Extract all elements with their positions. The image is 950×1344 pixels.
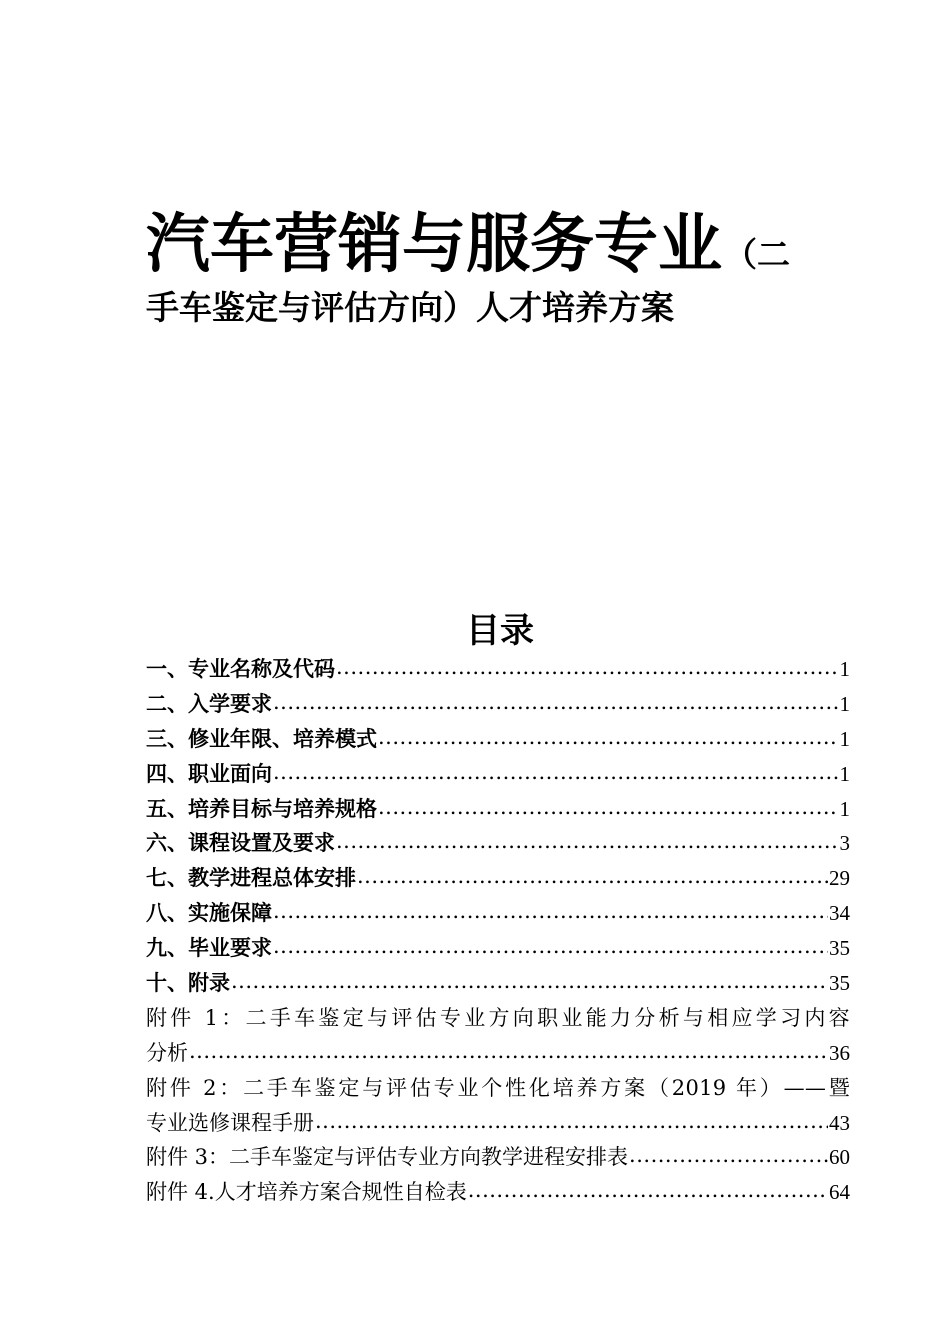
toc-entry[interactable] [146,757,850,792]
toc-leader-dots [273,685,839,720]
toc-entry-page: 35 [829,936,850,961]
toc-entry-label: 专业选修课程手册 [146,1110,314,1135]
toc-entry-label: 三、修业年限、培养模式 [146,726,377,751]
toc-entry[interactable] [146,687,850,722]
toc-entry-page: 1 [839,657,850,681]
title-line-1 [146,205,858,285]
toc-entry-label: 附件 3：二手车鉴定与评估专业方向教学进程安排表 [146,1145,629,1170]
toc-entry[interactable] [146,652,850,687]
table-of-contents [146,652,850,1210]
toc-entry-label: 六、课程设置及要求 [146,831,335,856]
toc-appendix-line-2 [146,1036,850,1071]
toc-leader-dots [629,1138,828,1173]
toc-heading: 目录 [466,611,534,651]
toc-leader-dots [336,824,839,859]
toc-leader-dots [273,929,828,964]
toc-entry-label: 九、毕业要求 [146,936,272,961]
toc-entry-page: 29 [829,866,850,891]
toc-entry-label: 二、入学要求 [146,691,272,716]
toc-entry[interactable] [146,792,850,827]
toc-appendix-entry[interactable] [146,1175,850,1210]
toc-entry-page: 35 [829,971,850,996]
title-line-2: 手车鉴定与评估方向）人才培养方案 [146,288,674,327]
toc-entry-label: 十、附录 [146,971,230,996]
toc-entry-label: 七、教学进程总体安排 [146,866,356,891]
toc-entry[interactable] [146,826,850,861]
title-main: 汽车营销与服务专业 [146,208,722,282]
toc-leader-dots [231,964,828,999]
toc-leader-dots [357,859,828,894]
toc-entry-page: 34 [829,901,850,926]
toc-entry-page: 36 [829,1040,850,1065]
toc-entry-page: 64 [829,1180,850,1205]
toc-entry-page: 1 [839,796,850,821]
toc-appendix-entry[interactable] [146,1001,850,1071]
toc-leader-dots [336,650,839,685]
toc-entry[interactable] [146,861,850,896]
toc-leader-dots [273,894,828,929]
toc-entry-page: 43 [829,1110,850,1135]
toc-entry-page: 1 [839,726,850,751]
toc-entry-page: 60 [829,1145,850,1170]
toc-leader-dots [378,720,839,755]
toc-appendix-line-2 [146,1106,850,1141]
title-paren-start: （二 [724,235,790,274]
toc-entry-label: 分析 [146,1040,188,1065]
toc-entry-label: 八、实施保障 [146,901,272,926]
toc-leader-dots [468,1173,828,1208]
toc-entry-page: 1 [839,761,850,786]
toc-appendix-entry[interactable] [146,1071,850,1141]
toc-appendix-line-1: 附件 2：二手车鉴定与评估专业个性化培养方案（2019 年）——暨 [146,1075,850,1100]
toc-entry-label: 一、专业名称及代码 [146,657,335,681]
toc-entry[interactable] [146,931,850,966]
toc-entry-label: 四、职业面向 [146,761,272,786]
toc-leader-dots [273,755,839,790]
document-title [146,205,858,331]
toc-appendix-entry[interactable] [146,1140,850,1175]
toc-entry[interactable] [146,896,850,931]
toc-leader-dots [189,1034,828,1069]
toc-entry[interactable] [146,722,850,757]
toc-entry[interactable] [146,966,850,1001]
toc-leader-dots [378,790,839,825]
toc-entry-page: 1 [839,691,850,716]
toc-entry-label: 附件 4.人才培养方案合规性自检表 [146,1180,467,1205]
toc-entry-label: 五、培养目标与培养规格 [146,796,377,821]
toc-appendix-line-1: 附件 1：二手车鉴定与评估专业方向职业能力分析与相应学习内容 [146,1005,850,1030]
toc-leader-dots [315,1104,828,1139]
toc-entry-page: 3 [839,831,850,856]
